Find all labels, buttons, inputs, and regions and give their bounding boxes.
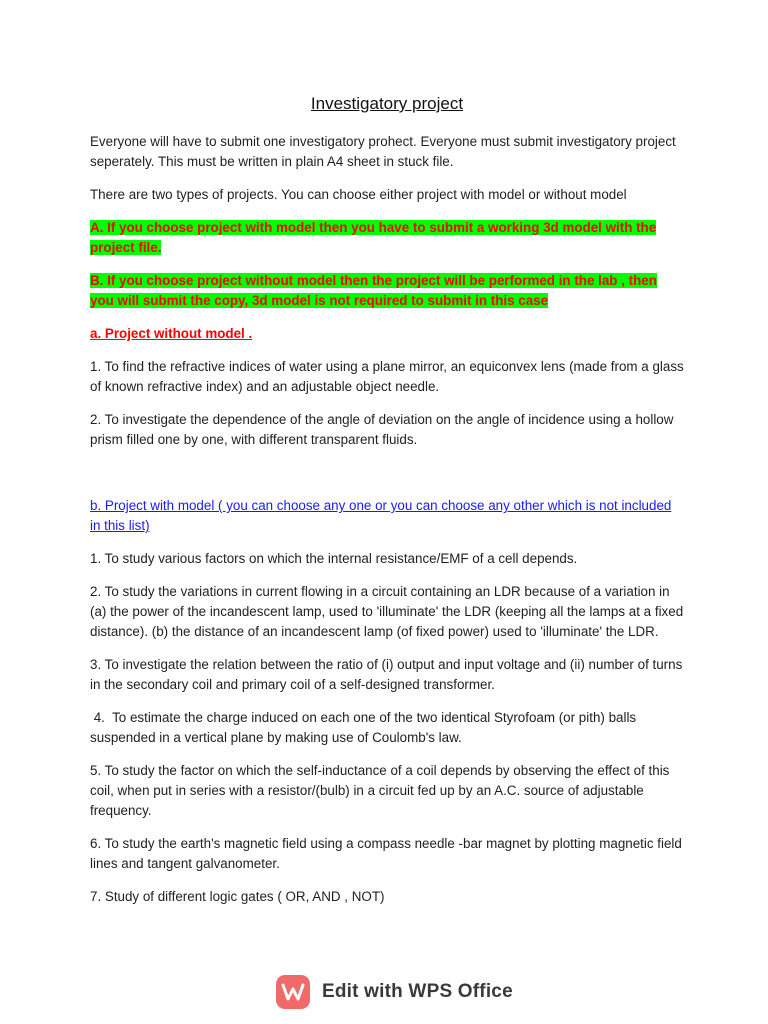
wps-label: Edit with WPS Office <box>322 981 513 1002</box>
section-a-heading-text: a. Project without model . <box>90 326 253 341</box>
option-a-highlight: A. If you choose project with model then you have to submit a working 3d model with the project file. <box>90 220 657 255</box>
page-title: Investigatory project <box>310 94 464 113</box>
section-b-item: 2. To study the variations in current flowing in a circuit containing an LDR because of a variation in (a) the power of the incandescent lamp, used to 'illuminate' the LDR (keeping all the lamps at a fixed distance). (b) the distance of an incandescent lamp (of fixed power) used to 'illuminate' the LDR. <box>90 584 684 639</box>
spacer <box>90 463 684 496</box>
section-a-heading <box>90 324 684 344</box>
option-a-paragraph <box>90 218 684 258</box>
section-b-item: 4. To estimate the charge induced on each one of the two identical Styrofoam (or pith) balls suspended in a vertical plane by making use of Coulomb's law. <box>90 710 640 745</box>
section-b-item: 5. To study the factor on which the self-inductance of a coil depends by observing the effect of this coil, when put in series with a resistor/(bulb) in a circuit fed up by an A.C. source of adjustable frequency. <box>90 763 670 818</box>
intro-paragraph: Everyone will have to submit one investigatory prohect. Everyone must submit investigatory project seperately. This must be written in plain A4 sheet in stuck file. <box>90 134 676 169</box>
edit-with-wps-button[interactable] <box>276 972 513 1012</box>
document-page <box>90 92 684 920</box>
section-b-item: 7. Study of different logic gates ( OR, AND , NOT) <box>90 889 385 904</box>
section-b-heading-text: b. Project with model ( you can choose any one or you can choose any other which is not included in this list) <box>90 498 672 533</box>
option-b-highlight: B. If you choose project without model then the project will be performed in the lab , then you will submit the copy, 3d model is not required to submit in this case <box>90 273 657 308</box>
section-b-item: 1. To study various factors on which the internal resistance/EMF of a cell depends. <box>90 551 578 566</box>
section-b-heading <box>90 496 684 536</box>
section-b-item: 3. To investigate the relation between the ratio of (i) output and input voltage and (ii) number of turns in the secondary coil and primary coil of a self-designed transformer. <box>90 657 683 692</box>
section-a-item: 1. To find the refractive indices of water using a plane mirror, an equiconvex lens (made from a glass of known refractive index) and an adjustable object needle. <box>90 359 684 394</box>
section-b-item: 6. To study the earth's magnetic field using a compass needle -bar magnet by plotting magnetic field lines and tangent galvanometer. <box>90 836 682 871</box>
wps-w-logo-icon <box>276 975 310 1009</box>
option-b-paragraph <box>90 271 684 311</box>
project-types-paragraph: There are two types of projects. You can choose either project with model or without model <box>90 187 627 202</box>
section-a-item: 2. To investigate the dependence of the angle of deviation on the angle of incidence using a hollow prism filled one by one, with different transparent fluids. <box>90 412 674 447</box>
